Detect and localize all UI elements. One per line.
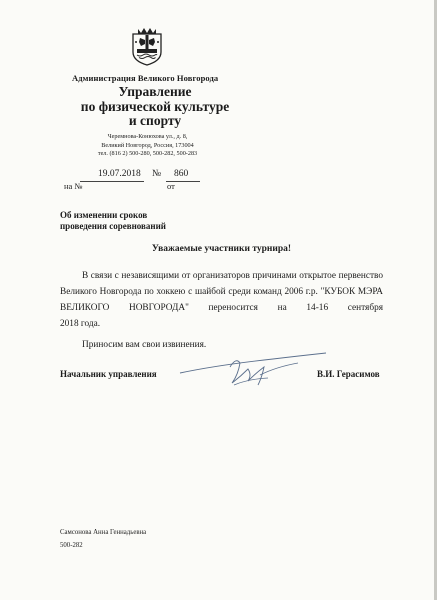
address-line: тел. (816 2) 500-280, 500-282, 500-283 [97, 150, 198, 158]
department-line: по физической культуре [80, 98, 230, 114]
body-line: "КУБОК МЭРА ВЕЛИКОГО НОВГОРОДА" переносится на 14-16 сентября [60, 287, 384, 313]
body-paragraph [60, 268, 383, 316]
body-line: 2018 года. [60, 319, 101, 329]
executor-phone: 500-282 [60, 542, 83, 549]
reference-date-label: от [167, 181, 175, 191]
signatory-title: Начальник управления [60, 369, 157, 379]
address-line: Черемнова-Конюхова ул., д. 8, [107, 133, 188, 140]
organization-name: Администрация Великого Новгорода [72, 73, 219, 83]
subject-line: Об изменении сроков [60, 210, 148, 220]
number-sign: № [152, 169, 162, 179]
executor-name: Самсонова Анна Геннадьевна [60, 529, 147, 536]
date-underline [80, 181, 144, 182]
department-line: и спорту [128, 113, 182, 128]
body-paragraph-end [60, 316, 383, 332]
letter-subject [60, 210, 166, 232]
address-line: Великий Новгород, Россия, 173004 [101, 141, 194, 149]
subject-line: проведения соревнований [60, 221, 166, 231]
signatory-name: В.И. Герасимов [317, 369, 380, 379]
apology-text: Приносим вам свои извинения. [82, 340, 207, 350]
greeting: Уважаемые участники турнира! [151, 244, 292, 254]
department-address [90, 133, 205, 159]
letter-body [60, 268, 383, 332]
body-line: В связи с независящими от организаторов причинами открытое [82, 271, 337, 281]
novgorod-coat-of-arms-icon [130, 26, 164, 66]
handwritten-signature [178, 345, 328, 395]
body-line: первенство Великого Новгорода по хоккею с шайбой среди команд 2006 г.р. [60, 271, 383, 297]
reference-number-label: на № [64, 181, 83, 191]
department-line: Управление [118, 84, 192, 99]
department-name [60, 85, 250, 129]
document-date: 19.07.2018 [98, 169, 141, 179]
document-number: 860 [174, 169, 189, 179]
